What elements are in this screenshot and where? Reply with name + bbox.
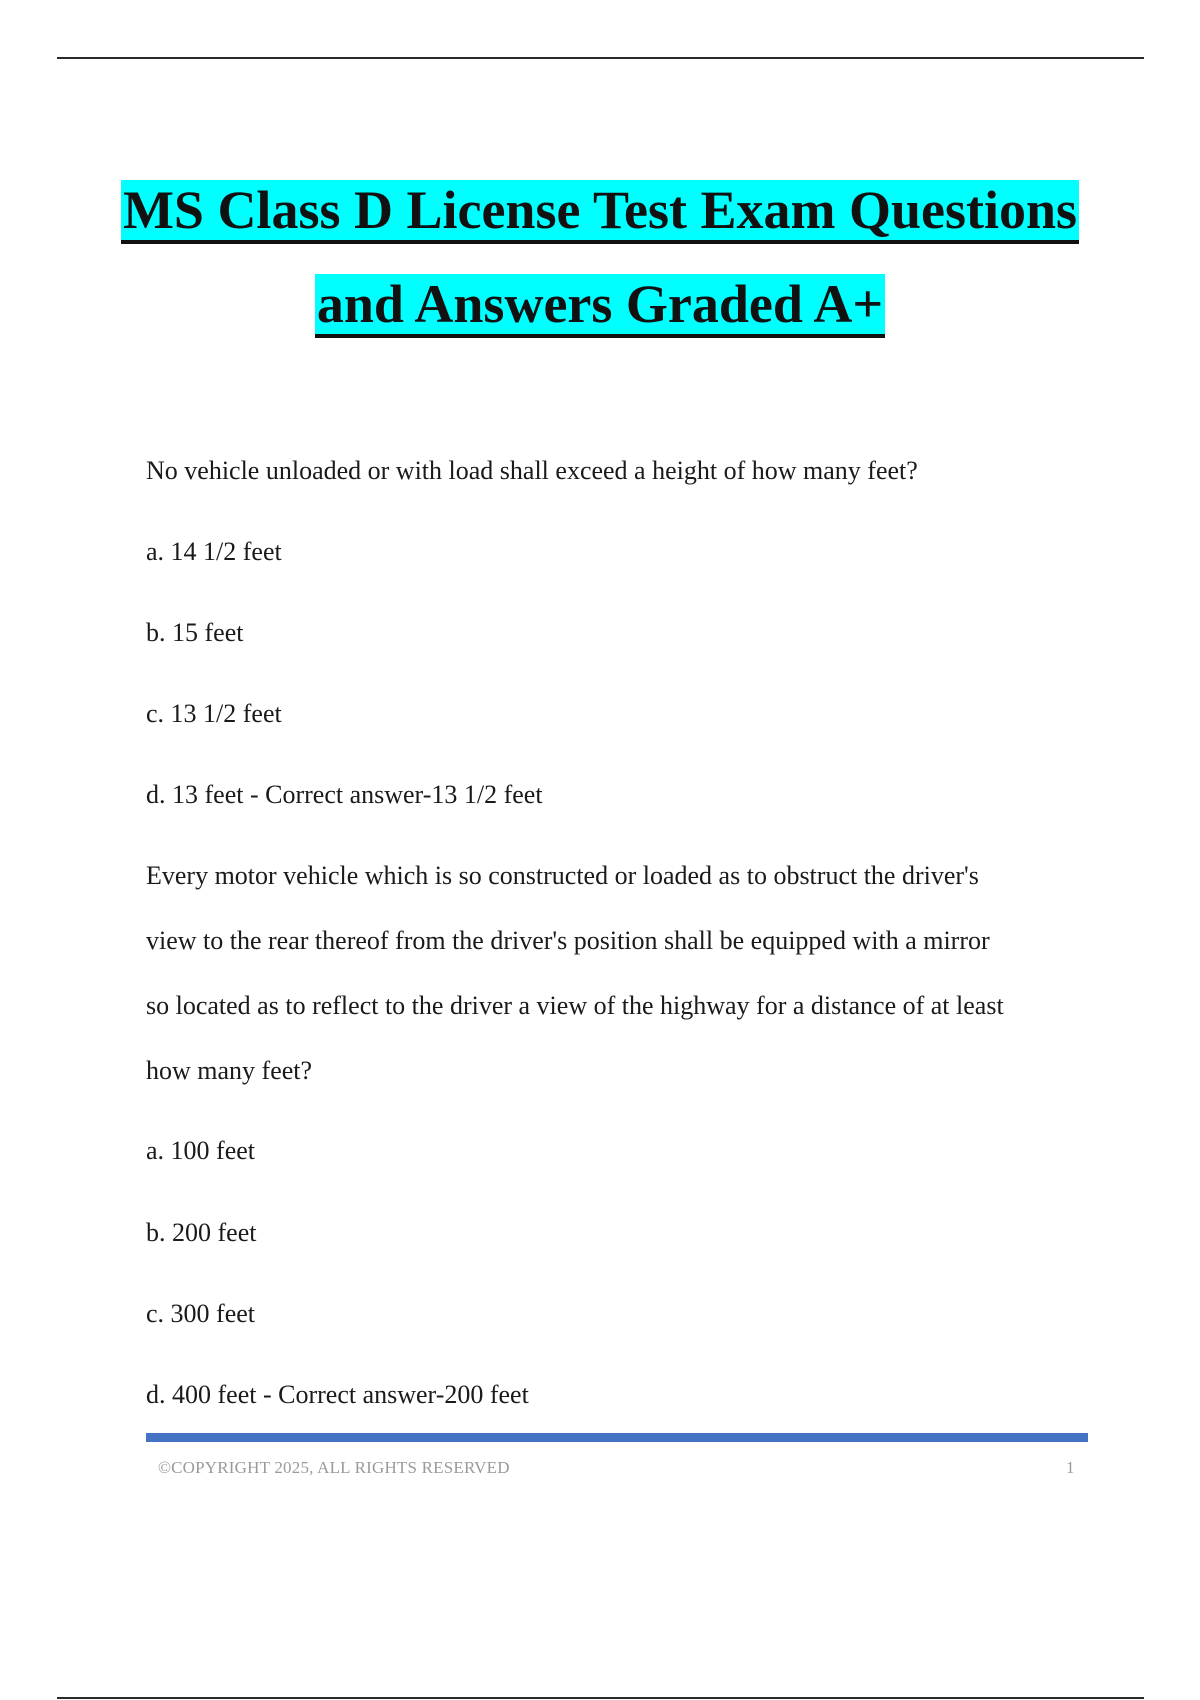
title-line-2: and Answers Graded A+: [315, 274, 885, 338]
footer-copyright: ©COPYRIGHT 2025, ALL RIGHTS RESERVED: [158, 1458, 510, 1477]
question-1-option-b: b. 15 feet: [146, 618, 244, 647]
top-rule: [57, 57, 1144, 59]
question-1-option-d: d. 13 feet - Correct answer-13 1/2 feet: [146, 780, 543, 809]
question-1-option-a: a. 14 1/2 feet: [146, 537, 282, 566]
question-2-option-c: c. 300 feet: [146, 1299, 256, 1328]
bottom-rule: [57, 1697, 1144, 1699]
question-1-prompt: No vehicle unloaded or with load shall exceed a height of how many feet?: [146, 456, 918, 485]
footer-bar: [146, 1433, 1088, 1442]
question-1-option-c: c. 13 1/2 feet: [146, 699, 282, 728]
page-number: 1: [1066, 1458, 1075, 1477]
question-2-option-b: b. 200 feet: [146, 1218, 257, 1247]
title-line-1: MS Class D License Test Exam Questions: [121, 180, 1079, 244]
question-2-prompt-line-1: Every motor vehicle which is so constructed or loaded as to obstruct the driver's: [146, 861, 979, 890]
question-2-prompt-line-3: so located as to reflect to the driver a view of the highway for a distance of at least: [146, 991, 1004, 1020]
question-2-option-a: a. 100 feet: [146, 1136, 256, 1165]
question-2-prompt-line-2: view to the rear thereof from the driver's position shall be equipped with a mirror: [146, 926, 990, 955]
question-2-prompt-line-4: how many feet?: [146, 1056, 313, 1085]
question-2-option-d: d. 400 feet - Correct answer-200 feet: [146, 1380, 529, 1409]
page-title: [100, 180, 1100, 338]
